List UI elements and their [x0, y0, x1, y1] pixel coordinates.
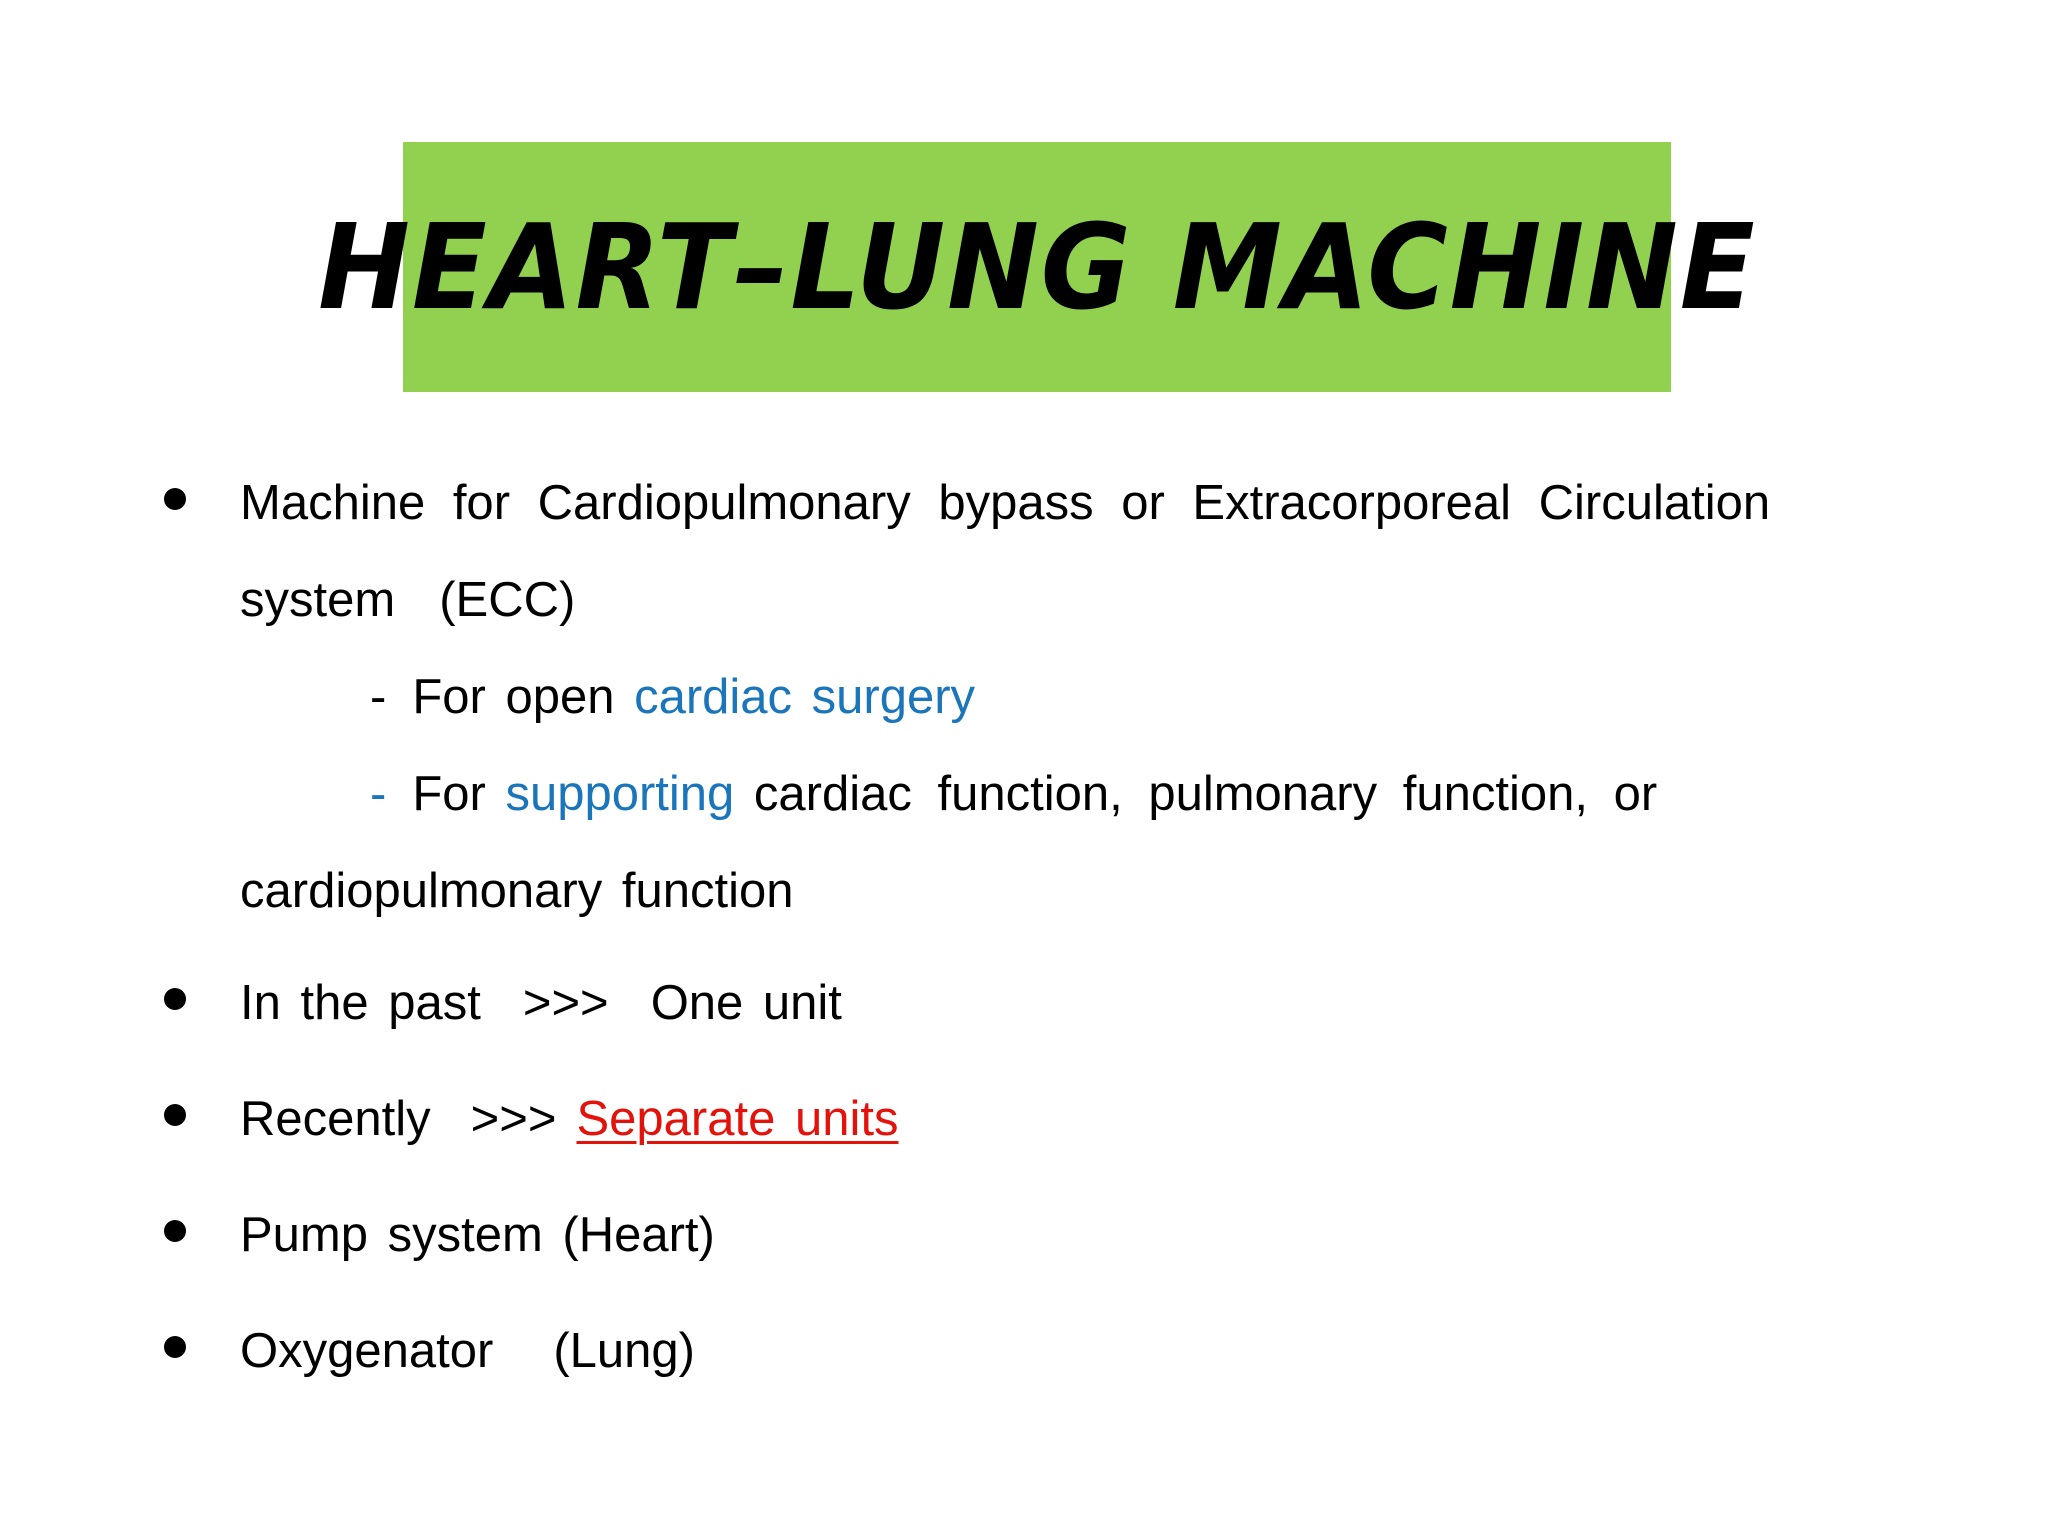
bullet-5-text-b: (Lung) — [553, 1324, 695, 1378]
bullet-dot — [164, 1104, 186, 1126]
bullet-3 — [240, 1089, 899, 1149]
bullet-2 — [240, 973, 842, 1033]
bullet-2-arrow: >>> — [522, 976, 609, 1030]
sub-item-2-highlight: supporting — [505, 767, 735, 821]
bullet-dot — [164, 1220, 186, 1242]
bullet-1-ecc: (ECC) — [439, 573, 576, 627]
sub-item-1-dash: - — [370, 670, 387, 724]
bullet-4 — [240, 1205, 715, 1265]
sub-item-2 — [370, 764, 1657, 824]
bullet-4-text: Pump system (Heart) — [240, 1208, 715, 1262]
bullet-1-text: Machine for Cardiopulmonary bypass or Extracorporeal Circulation — [240, 476, 1771, 530]
bullet-1-system: system — [240, 573, 396, 627]
bullet-2-text-a: In the past — [240, 976, 481, 1030]
bullet-1-line-1 — [240, 473, 1770, 533]
bullet-5 — [240, 1321, 695, 1381]
bullet-3-text-a: Recently — [240, 1092, 431, 1146]
sub-item-1-highlight: cardiac surgery — [634, 670, 976, 724]
bullet-5-text-a: Oxygenator — [240, 1324, 494, 1378]
sub-item-1 — [370, 667, 975, 727]
slide-title: HEART–LUNG MACHINE — [317, 198, 1757, 336]
sub-item-2-continuation-text: cardiopulmonary function — [240, 864, 794, 918]
sub-item-2-prefix: For — [412, 767, 486, 821]
sub-item-2-dash: - — [370, 767, 387, 821]
bullet-3-arrow: >>> — [470, 1092, 557, 1146]
bullet-3-text-b: Separate units — [576, 1092, 899, 1146]
sub-item-2-suffix: cardiac function, pulmonary function, or — [753, 767, 1658, 821]
bullet-dot — [164, 1336, 186, 1358]
sub-item-2-continuation — [240, 861, 793, 921]
title-banner — [317, 142, 1757, 392]
bullet-dot — [164, 488, 186, 510]
bullet-1-line-2 — [240, 570, 575, 630]
sub-item-1-prefix: For open — [412, 670, 615, 724]
bullet-dot — [164, 988, 186, 1010]
bullet-2-text-b: One unit — [650, 976, 842, 1030]
